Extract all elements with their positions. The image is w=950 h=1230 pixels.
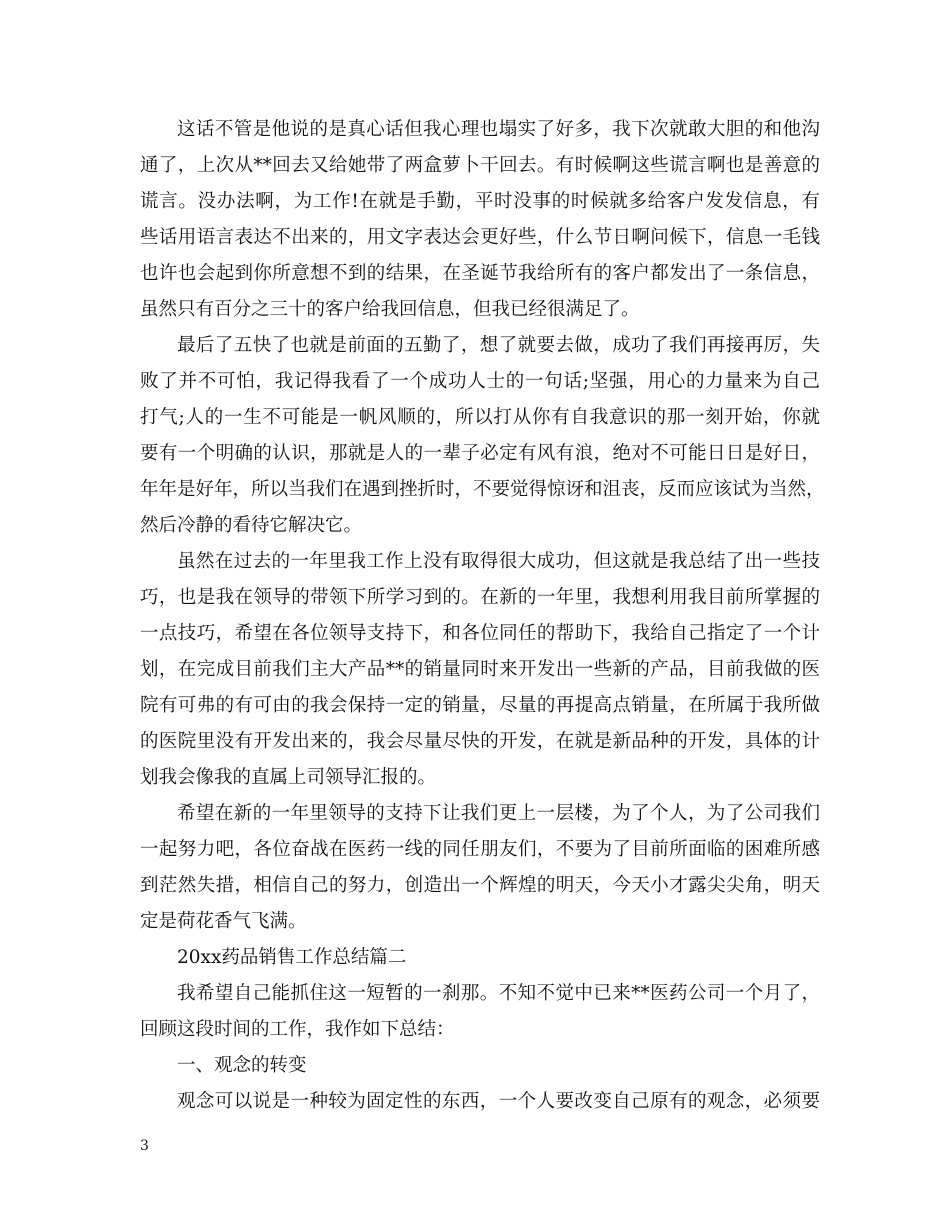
text-line: 回顾这段时间的工作，我作如下总结： xyxy=(140,1019,455,1040)
text-line: 虽然在过去的一年里我工作上没有取得很大成功，但这就是我总结了出一些技 xyxy=(177,551,820,572)
document-body xyxy=(140,112,825,1120)
text-line: 最后了五快了也就是前面的五勤了，想了就要去做，成功了我们再接再厉，失 xyxy=(177,335,820,356)
text-line: 院有可弗的有可由的我会保持一定的销量，尽量的再提高点销量，在所属于我所做 xyxy=(140,695,820,716)
text-line: 败了并不可怕，我记得我看了一个成功人士的一句话;坚强，用心的力量来为自己 xyxy=(140,371,820,392)
text-line: 一点技巧，希望在各位领导支持下，和各位同任的帮助下，我给自己指定了一个计 xyxy=(140,623,820,644)
text-line: 也许也会起到你所意想不到的结果，在圣诞节我给所有的客户都发出了一条信息， xyxy=(140,263,820,284)
text-line: 一、观念的转变 xyxy=(177,1055,307,1076)
text-line: 到茫然失措，相信自己的努力，创造出一个辉煌的明天，今天小才露尖尖角，明天 xyxy=(140,875,820,896)
text-line: 年年是好年，所以当我们在遇到挫折时，不要觉得惊讶和沮丧，反而应该试为当然， xyxy=(140,479,825,500)
text-line: 我希望自己能抓住这一短暂的一刹那。不知不觉中已来**医药公司一个月了， xyxy=(177,983,820,1004)
text-line: 20xx药品销售工作总结篇二 xyxy=(177,947,407,968)
text-line: 通了，上次从**回去又给她带了两盒萝卜干回去。有时候啊这些谎言啊也是善意的 xyxy=(140,155,820,176)
text-line: 虽然只有百分之三十的客户给我回信息，但我已经很满足了。 xyxy=(140,299,640,320)
text-line: 这话不管是他说的是真心话但我心理也塌实了好多，我下次就敢大胆的和他沟 xyxy=(177,119,820,140)
text-line: 些话用语言表达不出来的，用文字表达会更好些，什么节日啊问候下，信息一毛钱 xyxy=(140,227,820,248)
text-line: 谎言。没办法啊，为工作!在就是手勤，平时没事的时候就多给客户发发信息，有 xyxy=(140,191,820,212)
text-line: 希望在新的一年里领导的支持下让我们更上一层楼，为了个人，为了公司我们 xyxy=(177,803,820,824)
text-line: 然后冷静的看待它解决它。 xyxy=(140,515,363,536)
text-line: 定是荷花香气飞满。 xyxy=(140,911,307,932)
page-number: 3 xyxy=(140,1138,149,1154)
text-line: 划，在完成目前我们主大产品**的销量同时来开发出一些新的产品，目前我做的医 xyxy=(140,659,820,680)
text-line: 一起努力吧，各位奋战在医药一线的同任朋友们，不要为了目前所面临的困难所感 xyxy=(140,839,820,860)
text-line: 要有一个明确的认识，那就是人的一辈子必定有风有浪，绝对不可能日日是好日， xyxy=(140,443,820,464)
text-line: 打气;人的一生不可能是一帆风顺的，所以打从你有自我意识的那一刻开始，你就 xyxy=(140,407,820,428)
text-line: 的医院里没有开发出来的，我会尽量尽快的开发，在就是新品种的开发，具体的计 xyxy=(140,731,820,752)
text-line: 划我会像我的直属上司领导汇报的。 xyxy=(140,767,437,788)
text-line: 观念可以说是一种较为固定性的东西，一个人要改变自己原有的观念，必须要 xyxy=(177,1091,820,1112)
text-line: 巧，也是我在领导的带领下所学习到的。在新的一年里，我想利用我目前所掌握的 xyxy=(140,587,820,608)
